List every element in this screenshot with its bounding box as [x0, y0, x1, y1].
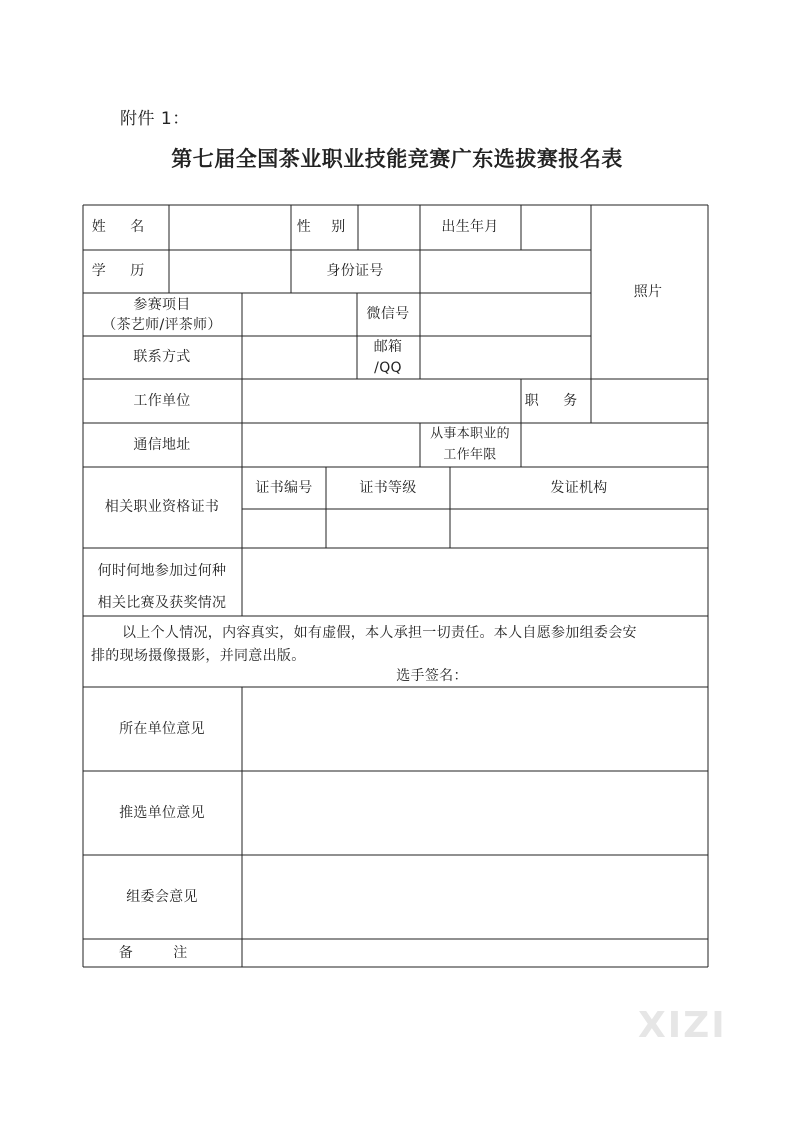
contact-label: 联系方式: [133, 349, 191, 365]
certificate-label: 相关职业资格证书: [104, 499, 220, 515]
email-label: 邮箱: [373, 339, 403, 355]
email-label-sub: /QQ: [374, 360, 402, 376]
wechat-label: 微信号: [366, 306, 410, 322]
event-label: 参赛项目: [133, 297, 191, 313]
employer-label: 工作单位: [133, 393, 191, 409]
issuer-header: 发证机构: [550, 480, 608, 496]
attachment-label: 附件 1：: [120, 109, 190, 129]
years-label: 从事本职业的: [430, 426, 510, 442]
recommend-opinion-label: 推选单位意见: [119, 805, 205, 821]
birth-label: 出生年月: [441, 219, 499, 235]
gender-label: 性 别: [296, 219, 354, 235]
declaration-text: 以上个人情况，内容真实，如有虚假，本人承担一切责任。本人自愿参加组委会安: [122, 625, 637, 641]
id-number-label: 身份证号: [326, 263, 384, 279]
awards-label-sub: 相关比赛及获奖情况: [97, 595, 227, 611]
committee-opinion-label: 组委会意见: [126, 889, 198, 905]
watermark-logo: XIZI: [638, 1005, 727, 1046]
certificate-number-header: 证书编号: [255, 480, 313, 496]
unit-opinion-label: 所在单位意见: [119, 721, 205, 737]
certificate-level-header: 证书等级: [359, 480, 417, 496]
remarks-label: 备 注: [118, 945, 206, 961]
position-label: 职 务: [524, 393, 588, 409]
photo-label: 照片: [633, 284, 663, 300]
signature-label: 选手签名：: [396, 668, 468, 684]
address-label: 通信地址: [133, 437, 191, 453]
years-label-sub: 工作年限: [443, 447, 497, 463]
event-label-sub: （茶艺师/评茶师）: [102, 317, 222, 333]
name-label: 姓 名: [91, 219, 155, 235]
education-label: 学 历: [91, 263, 155, 279]
declaration-text-cont: 排的现场摄像摄影，并同意出版。: [91, 648, 306, 664]
awards-label: 何时何地参加过何种: [97, 563, 227, 579]
form-title: 第七届全国茶业职业技能竞赛广东选拔赛报名表: [171, 147, 623, 171]
